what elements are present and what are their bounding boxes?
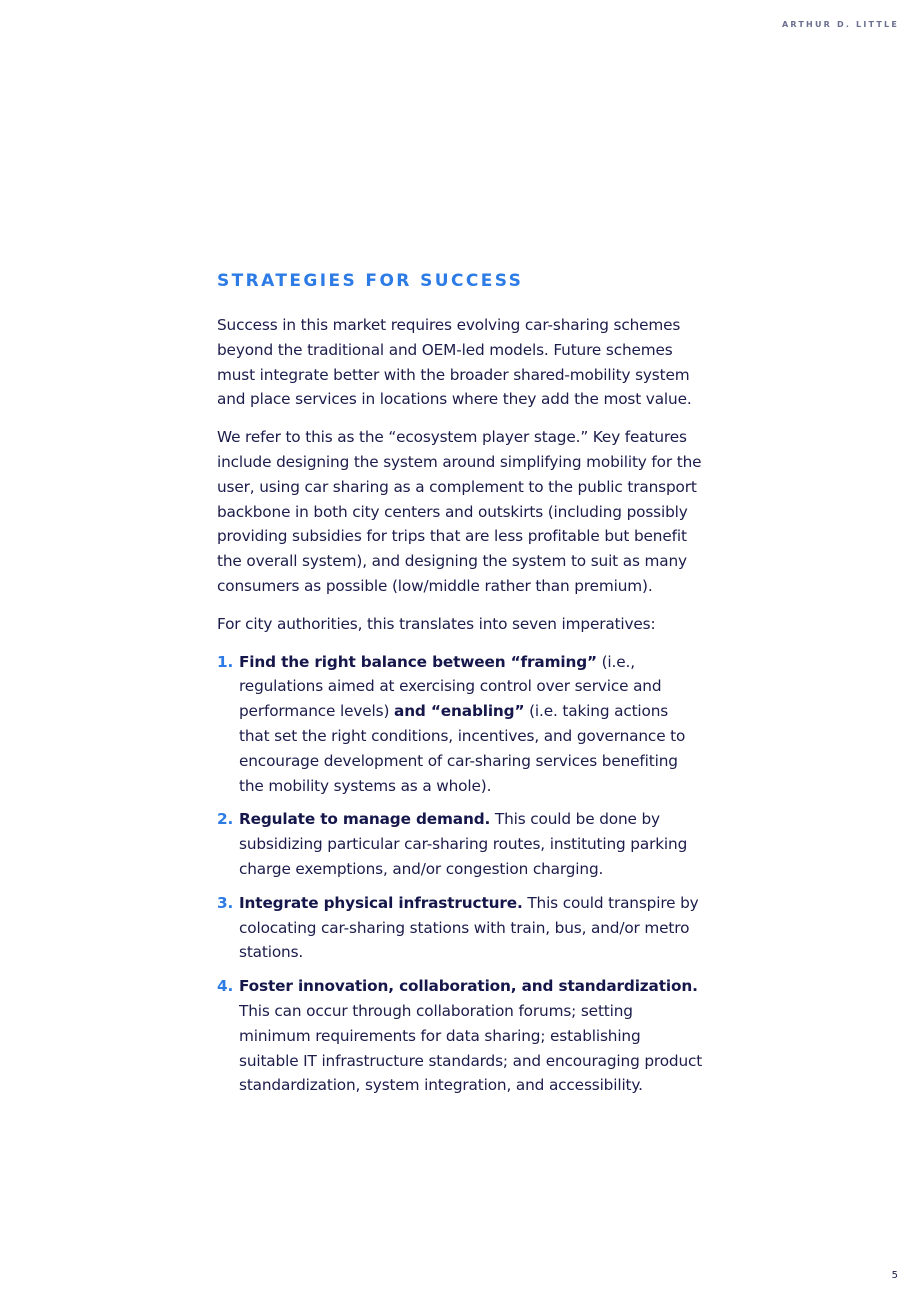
imperative-heading: Find the right balance between “framing” [239, 652, 597, 671]
imperative-heading: Integrate physical infrastructure. [239, 893, 523, 912]
intro-paragraph: Success in this market requires evolving car-sharing schemes beyond the traditional and OEM-led models. Future schemes must integrate better with the broader shared-mobility system and place services in locations where they add the most value. [217, 316, 692, 409]
imperatives-lead-paragraph: For city authorities, this translates into seven imperatives: [217, 614, 656, 633]
page-number: 5 [891, 1270, 898, 1281]
imperative-number: 3. [217, 893, 234, 912]
imperative-heading: Regulate to manage demand. [239, 810, 491, 829]
imperative-item-2 [217, 807, 703, 881]
imperative-number: 2. [217, 810, 234, 829]
main-content [217, 270, 703, 1107]
imperative-heading-secondary: and “enabling” [394, 702, 525, 721]
imperative-text: (i.e., regulations aimed at exercising control over service and performance levels) [239, 652, 662, 721]
imperative-text: This could transpire by colocating car-sharing stations with train, bus, and/or metro stations. [239, 893, 699, 962]
imperatives-list [217, 650, 703, 1099]
imperative-item-3 [217, 891, 703, 965]
imperative-text: This could be done by subsidizing particular car-sharing routes, instituting parking charge exemptions, and/or congestion charging. [239, 810, 688, 878]
imperative-number: 1. [217, 652, 234, 671]
imperative-item-4 [217, 974, 703, 1098]
ecosystem-paragraph: We refer to this as the “ecosystem player stage.” Key features include designing the system around simplifying mobility for the user, using car sharing as a complement to the public transport backbone in both city centers and outskirts (including possibly providing subsidies for trips that are less profitable but benefit the overall system), and designing the system to suit as many consumers as possible (low/middle rather than premium). [217, 428, 702, 595]
brand-header: ARTHUR D. LITTLE [782, 20, 899, 29]
imperative-text: This can occur through collaboration forums; setting minimum requirements for data sharing; establishing suitable IT infrastructure standards; and encouraging product standardization, system integration, and accessibility. [239, 1001, 703, 1095]
imperative-item-1 [217, 650, 703, 799]
imperative-number: 4. [217, 977, 234, 996]
imperative-heading: Foster innovation, collaboration, and standardization. [239, 977, 698, 996]
section-title: STRATEGIES FOR SUCCESS [217, 271, 524, 291]
imperative-text-secondary: (i.e. taking actions that set the right conditions, incentives, and governance to encourage development of car-sharing services benefiting the mobility systems as a whole). [239, 702, 686, 795]
